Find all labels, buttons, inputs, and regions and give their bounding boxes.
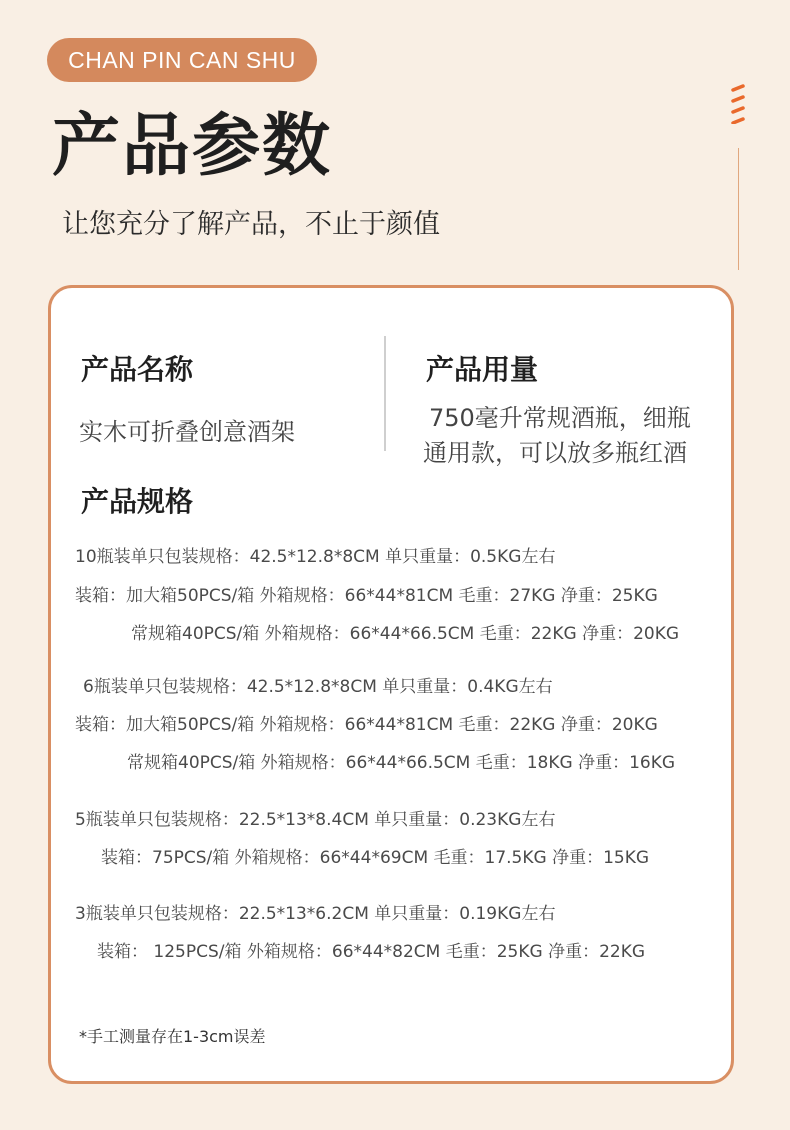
page-title: 产品参数 bbox=[52, 107, 333, 186]
product-name-value: 实木可折叠创意酒架 bbox=[79, 418, 295, 446]
measurement-note: *手工测量存在1-3cm误差 bbox=[79, 1027, 266, 1046]
spec-line: 装箱：加大箱50PCS/箱 外箱规格：66*44*81CM 毛重：27KG 净重：25KG bbox=[75, 586, 658, 606]
product-name-heading: 产品名称 bbox=[81, 353, 194, 386]
product-usage-heading: 产品用量 bbox=[426, 353, 539, 386]
spec-line: 10瓶装单只包装规格：42.5*12.8*8CM 单只重量：0.5KG左右 bbox=[75, 547, 556, 567]
product-usage-line-1: 750毫升常规酒瓶，细瓶 bbox=[429, 404, 691, 432]
spec-line: 装箱：加大箱50PCS/箱 外箱规格：66*44*81CM 毛重：22KG 净重：20KG bbox=[75, 715, 658, 735]
column-divider bbox=[384, 336, 386, 451]
spec-line: 5瓶装单只包装规格：22.5*13*8.4CM 单只重量：0.23KG左右 bbox=[75, 810, 556, 830]
section-tag-pill: CHAN PIN CAN SHU bbox=[47, 38, 317, 82]
page-subtitle: 让您充分了解产品，不止于颜值 bbox=[62, 209, 440, 240]
spec-line: 装箱： 125PCS/箱 外箱规格：66*44*82CM 毛重：25KG 净重：22KG bbox=[97, 942, 646, 962]
specs-heading: 产品规格 bbox=[81, 485, 194, 518]
product-usage-line-2: 通用款，可以放多瓶红酒 bbox=[423, 439, 687, 467]
spec-line: 常规箱40PCS/箱 外箱规格：66*44*66.5CM 毛重：22KG 净重：20KG bbox=[131, 624, 680, 644]
spec-line: 常规箱40PCS/箱 外箱规格：66*44*66.5CM 毛重：18KG 净重：16KG bbox=[127, 753, 676, 773]
spec-line: 3瓶装单只包装规格：22.5*13*6.2CM 单只重量：0.19KG左右 bbox=[75, 904, 556, 924]
decorative-vertical-line bbox=[738, 148, 739, 270]
stripes-decoration-icon bbox=[730, 84, 746, 124]
spec-line: 6瓶装单只包装规格：42.5*12.8*8CM 单只重量：0.4KG左右 bbox=[83, 677, 553, 697]
spec-card bbox=[48, 285, 734, 1084]
spec-line: 装箱：75PCS/箱 外箱规格：66*44*69CM 毛重：17.5KG 净重：15KG bbox=[101, 848, 650, 868]
